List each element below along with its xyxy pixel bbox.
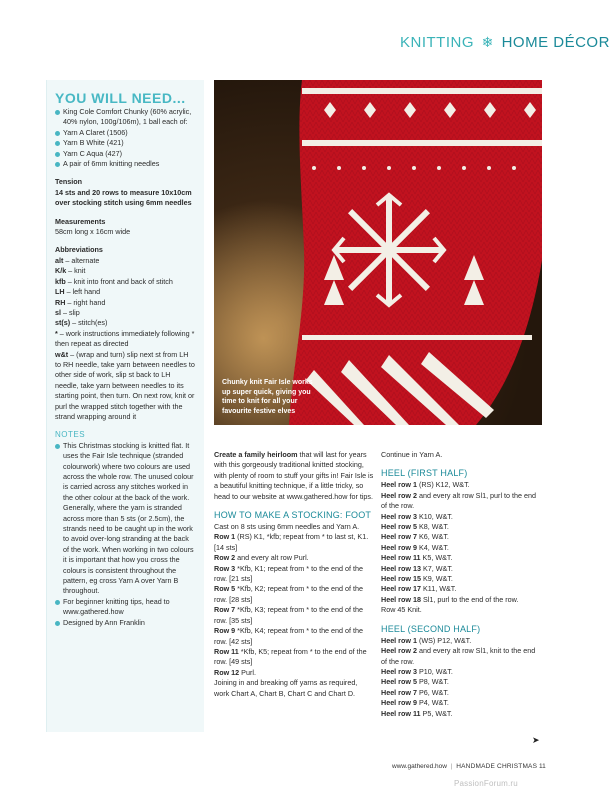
footer-url: www.gathered.how: [392, 763, 447, 770]
measurements-text: 58cm long x 16cm wide: [55, 227, 131, 237]
heel-row: Heel row 11 K5, W&T.: [381, 553, 453, 563]
note-item: For beginner knitting tips, head to www.gathered.how: [55, 597, 196, 618]
page-number: 11: [538, 763, 546, 770]
page-footer: [392, 763, 552, 770]
stocking-photo: [214, 80, 542, 425]
note-item: Designed by Ann Franklin: [55, 618, 196, 628]
pattern-row: Row 3 *Kfb, K1; repeat from * to the end of the row. [21 sts]: [214, 563, 364, 584]
stocking-illustration: [214, 80, 542, 425]
heel-row: Heel row 9 P4, W&T.: [381, 698, 449, 708]
pattern-row: Row 2 and every alt row Purl.: [214, 553, 309, 563]
footer-divider: |: [450, 763, 453, 770]
joining-text: Joining in and breaking off yarns as required, work Chart A, Chart B, Chart C and Chart D.: [214, 678, 358, 698]
pattern-row: Row 1 (RS) K1, *kfb; repeat from * to last st, K1. [14 sts]: [214, 532, 369, 552]
heel-row: Heel row 3 K10, W&T.: [381, 511, 453, 521]
section-label: KNITTING: [400, 34, 474, 51]
pattern-row: Row 9 *Kfb, K4; repeat from * to the end of the row. [42 sts]: [214, 626, 364, 646]
abbreviation-item: LH – left hand: [55, 287, 101, 297]
heel-second-title: HEEL (SECOND HALF): [381, 623, 481, 634]
subsection-label: HOME DÉCOR: [501, 34, 610, 51]
pattern-row: Row 11 *Kfb, K5; repeat from * to the end of the row. [49 sts]: [214, 646, 367, 667]
continue-arrow-icon: ➤: [532, 735, 540, 745]
intro-paragraph: Create a family heirloom that will last for years with this gorgeously traditional knitted stocking, with plenty of room to stuff your gifts in! Fair Isle is a beautiful knitting technique, if a little tricky, so head to our website at www.gathered.how for tips.: [214, 450, 374, 501]
measurements-title: Measurements: [55, 216, 106, 226]
abbreviation-item: K/k – knit: [55, 266, 86, 276]
snowflake-icon: ❄: [481, 34, 494, 50]
section-header: [400, 34, 610, 51]
sidebar-title: YOU WILL NEED...: [55, 90, 186, 106]
pattern-row: Row 7 *Kfb, K3; repeat from * to the end of the row. [35 sts]: [214, 605, 364, 625]
pattern-row: Row 12 Purl.: [214, 667, 256, 677]
heel-row: Heel row 9 K4, W&T.: [381, 542, 449, 552]
abbreviation-item: alt – alternate: [55, 255, 100, 265]
continue-text: Continue in Yarn A.: [381, 450, 443, 459]
heel-row: Heel row 1 (WS) P12, W&T.: [381, 635, 472, 645]
you-will-need-sidebar: [46, 80, 204, 732]
heel-row: Heel row 13 K7, W&T.: [381, 563, 453, 573]
notes-title: NOTES: [55, 430, 86, 440]
instructions-column-1: [214, 450, 374, 699]
heel-row: Heel row 5 K8, W&T.: [381, 522, 449, 532]
heel-row: Heel row 7 P6, W&T.: [381, 687, 449, 697]
note-item: This Christmas stocking is knitted flat. It uses the Fair Isle technique (stranded colourwork) where two colours are used across the whole row. The unused colour is carried across any stitches worked in the other colour at the back of the work. Generally, where the yarn is stranded across more than 5 sts (or 2.5cm), the strands need to be caught up in the work to avoid over-long stranding at the back of the work. When working in two colours it is important that how you cross the colours is consistent throughout the pattern, eg cross Yarn A over Yarn B throughout.: [55, 441, 196, 597]
heel-row: Heel row 7 K6, W&T.: [381, 532, 449, 542]
material-item: A pair of 6mm knitting needles: [55, 159, 196, 169]
abbreviation-item: sl – slip: [55, 307, 80, 317]
heel-row: Heel row 1 (RS) K12, W&T.: [381, 480, 470, 490]
tension-text: 14 sts and 20 rows to measure 10x10cm over stocking stitch using 6mm needles: [55, 187, 192, 208]
heel-first-title: HEEL (FIRST HALF): [381, 468, 468, 479]
photo-caption: Chunky knit Fair Isle works up super quick, giving you time to knit for all your favourite festive elves: [222, 379, 313, 415]
heel-row: Heel row 5 P8, W&T.: [381, 677, 449, 687]
pattern-row: Row 5 *Kfb, K2; repeat from * to the end of the row. [28 sts]: [214, 584, 364, 604]
heel-row: Heel row 15 K9, W&T.: [381, 574, 453, 584]
abbreviation-item: * – work instructions immediately following * then repeat as directed: [55, 328, 195, 349]
material-item: King Cole Comfort Chunky (60% acrylic, 40% nylon, 100g/106m), 1 ball each of:: [55, 107, 196, 128]
cast-on-text: Cast on 8 sts using 6mm needles and Yarn A.: [214, 522, 360, 532]
abbreviation-item: kfb – knit into front and back of stitch: [55, 276, 173, 286]
heel-row: Heel row 17 K11, W&T.: [381, 584, 457, 594]
material-item: Yarn B White (421): [55, 138, 196, 148]
heel-row: Heel row 2 and every alt row Sl1, purl to the end of the row.: [381, 490, 537, 511]
heel-row: Heel row 11 P5, W&T.: [381, 708, 453, 718]
abbreviations-title: Abbreviations: [55, 245, 103, 255]
instructions-column-2: [381, 450, 541, 719]
how-to-title: HOW TO MAKE A STOCKING: FOOT: [214, 510, 372, 521]
heel-row: Heel row 2 and every alt row Sl1, knit to the end of the row.: [381, 646, 536, 666]
abbreviation-item: st(s) – stitch(es): [55, 318, 108, 328]
abbreviation-item: RH – right hand: [55, 297, 106, 307]
material-item: Yarn A Claret (1506): [55, 128, 196, 138]
footer-magazine: HANDMADE CHRISTMAS: [456, 763, 538, 770]
tension-title: Tension: [55, 177, 83, 187]
heel-row: Heel row 3 P10, W&T.: [381, 666, 453, 676]
abbreviation-item: w&t – (wrap and turn) slip next st from LH to RH needle, take yarn between needles to other side of work, slip st back to LH needle, take yarn between needles to its starting point, then turn. On next row, knit or purl the wrapped stitch together with the strand wrapping around it: [55, 349, 195, 421]
row-45-text: Row 45 Knit.: [381, 605, 422, 615]
watermark: PassionForum.ru: [454, 779, 518, 788]
heel-row: Heel row 18 Sl1, purl to the end of the row.: [381, 594, 519, 604]
material-item: Yarn C Aqua (427): [55, 149, 196, 159]
